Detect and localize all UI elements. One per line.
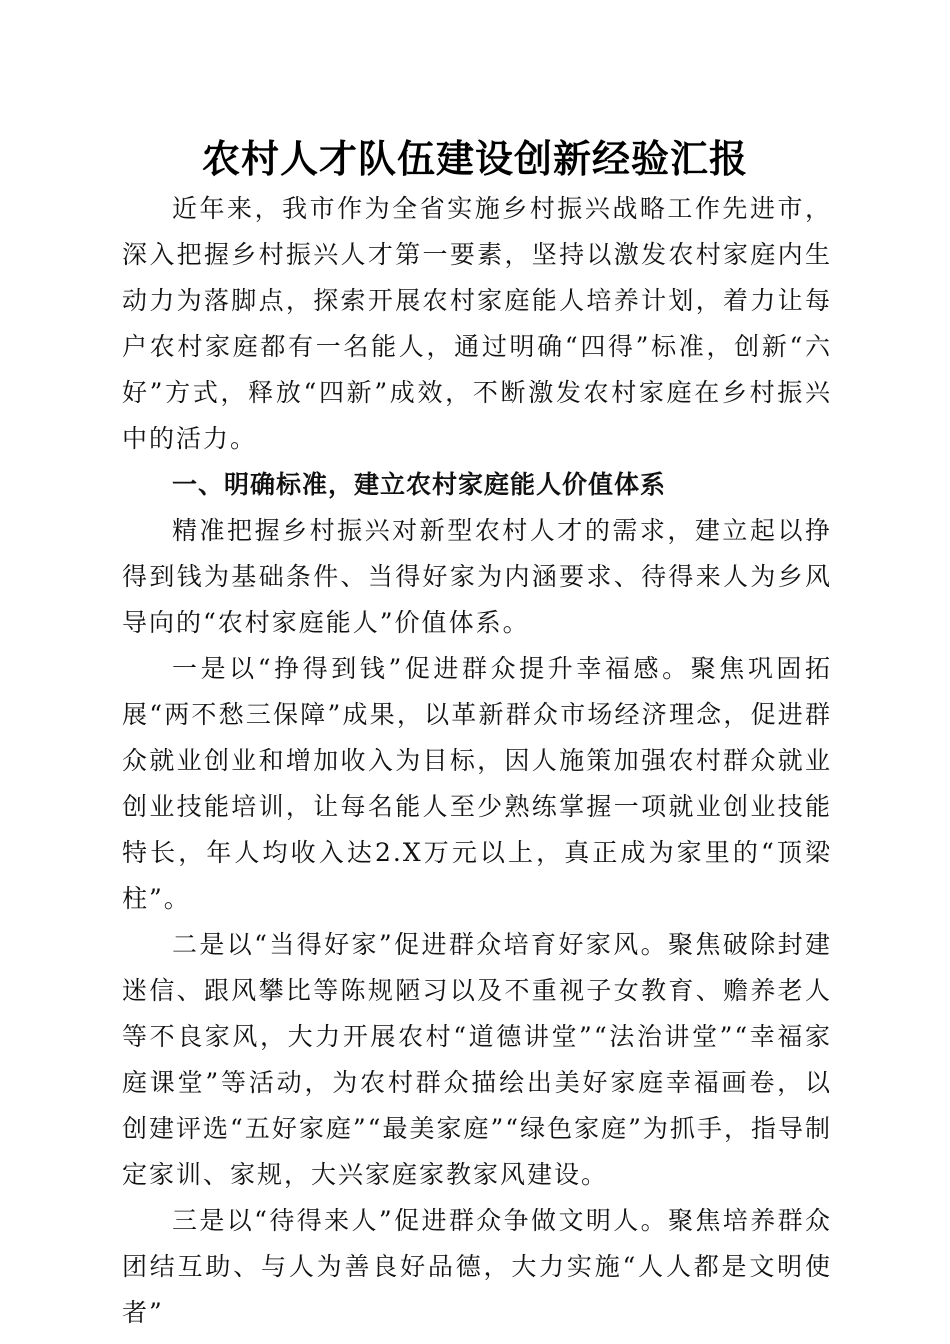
section-heading: 一、明确标准，建立农村家庭能人价值体系 [172, 470, 667, 499]
section-intro-paragraph: 精准把握乡村振兴对新型农村人才的需求，建立起以挣得到钱为基础条件、当得好家为内涵要求、待得来人为乡风导向的“农村家庭能人”价值体系。 [122, 516, 832, 637]
intro-paragraph: 近年来，我市作为全省实施乡村振兴战略工作先进市，深入把握乡村振兴人才第一要素，坚持以激发农村家庭内生动力为落脚点，探索开展农村家庭能人培养计划，着力让每户农村家庭都有一名能人，通过明确“四得”标准，创新“六好”方式，释放“四新”成效，不断激发农村家庭在乡村振兴中的活力。 [122, 194, 832, 453]
point-one-paragraph: 一是以“挣得到钱”促进群众提升幸福感。聚焦巩固拓展“两不愁三保障”成果，以革新群众市场经济理念，促进群众就业创业和增加收入为目标，因人施策加强农村群众就业创业技能培训，让每名能人至少熟练掌握一项就业创业技能特长，年人均收入达2.X万元以上，真正成为家里的“顶梁柱”。 [122, 654, 832, 913]
point-two-paragraph: 二是以“当得好家”促进群众培育好家风。聚焦破除封建迷信、跟风攀比等陈规陋习以及不重视子女教育、赡养老人等不良家风，大力开展农村“道德讲堂”“法治讲堂”“幸福家庭课堂”等活动，为农村群众描绘出美好家庭幸福画卷，以创建评选“五好家庭”“最美家庭”“绿色家庭”为抓手，指导制定家训、家规，大兴家庭家教家风建设。 [122, 930, 832, 1189]
document-body [122, 186, 832, 1336]
point-three-paragraph: 三是以“待得来人”促进群众争做文明人。聚焦培养群众团结互助、与人为善良好品德，大力实施“人人都是文明使者” [122, 1206, 832, 1327]
document-title: 农村人才队伍建设创新经验汇报 [201, 137, 748, 181]
